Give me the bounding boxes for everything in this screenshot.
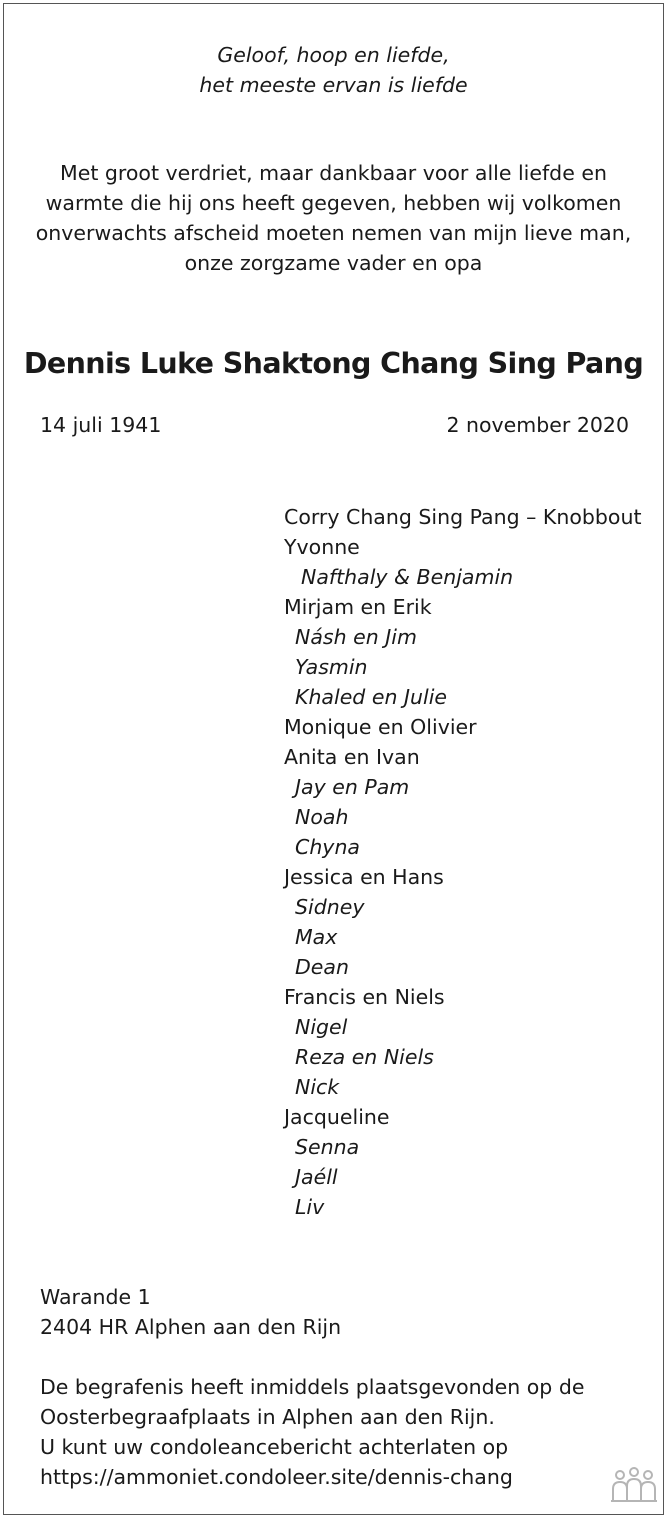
child-name: Jessica en Hans — [284, 865, 444, 889]
child-name: Monique en Olivier — [284, 715, 477, 739]
birth-date: 14 juli 1941 — [40, 413, 162, 437]
address — [40, 1282, 341, 1342]
notice-line: De begrafenis heeft inmiddels plaatsgevonden op de — [40, 1375, 585, 1399]
intro-line: Met groot verdriet, maar dankbaar voor alle liefde en — [60, 161, 607, 185]
grandchild-name: Max — [295, 925, 338, 949]
grandchild-name: Dean — [295, 955, 349, 979]
notice-line: Oosterbegraafplaats in Alphen aan den Rijn. — [40, 1405, 495, 1429]
grandchild-name: Liv — [295, 1195, 325, 1219]
address-city: 2404 HR Alphen aan den Rijn — [40, 1315, 342, 1339]
grandchild-name: Noah — [295, 805, 349, 829]
intro-text — [4, 158, 663, 278]
grandchild-name: Sidney — [295, 895, 365, 919]
family-group-icon — [610, 1466, 658, 1506]
intro-line: onverwachts afscheid moeten nemen van mijn lieve man, — [35, 221, 632, 245]
family-list — [284, 502, 642, 1222]
grandchild-name: Chyna — [295, 835, 360, 859]
grandchild-name: Khaled en Julie — [295, 685, 447, 709]
grandchild-name: Jay en Pam — [295, 775, 410, 799]
child-name: Yvonne — [284, 535, 360, 559]
grandchild-name: Yasmin — [295, 655, 368, 679]
grandchild-name: Senna — [295, 1135, 360, 1159]
motto-line: het meeste ervan is liefde — [199, 73, 468, 97]
grandchild-name: Reza en Niels — [295, 1045, 434, 1069]
grandchild-name: Jaéll — [295, 1165, 338, 1189]
address-street: Warande 1 — [40, 1285, 151, 1309]
spouse-name: Corry Chang Sing Pang – Knobbout — [284, 505, 642, 529]
condolence-url[interactable]: https://ammoniet.condoleer.site/dennis-chang — [40, 1465, 513, 1489]
death-date: 2 november 2020 — [446, 413, 629, 437]
obituary-card — [3, 3, 664, 1515]
intro-line: warmte die hij ons heeft gegeven, hebben wij volkomen — [45, 191, 622, 215]
grandchild-name: Nafthaly & Benjamin — [301, 565, 514, 589]
motto — [4, 40, 663, 100]
deceased-name: Dennis Luke Shaktong Chang Sing Pang — [23, 347, 644, 380]
notice-line: U kunt uw condoleancebericht achterlaten op — [40, 1435, 509, 1459]
child-name: Francis en Niels — [284, 985, 445, 1009]
child-name: Mirjam en Erik — [284, 595, 432, 619]
grandchild-name: Nigel — [295, 1015, 348, 1039]
child-name: Jacqueline — [284, 1105, 390, 1129]
funeral-notice — [40, 1372, 584, 1492]
intro-line: onze zorgzame vader en opa — [184, 251, 483, 275]
child-name: Anita en Ivan — [284, 745, 420, 769]
grandchild-name: Násh en Jim — [295, 625, 417, 649]
motto-line: Geloof, hoop en liefde, — [217, 43, 450, 67]
grandchild-name: Nick — [295, 1075, 340, 1099]
